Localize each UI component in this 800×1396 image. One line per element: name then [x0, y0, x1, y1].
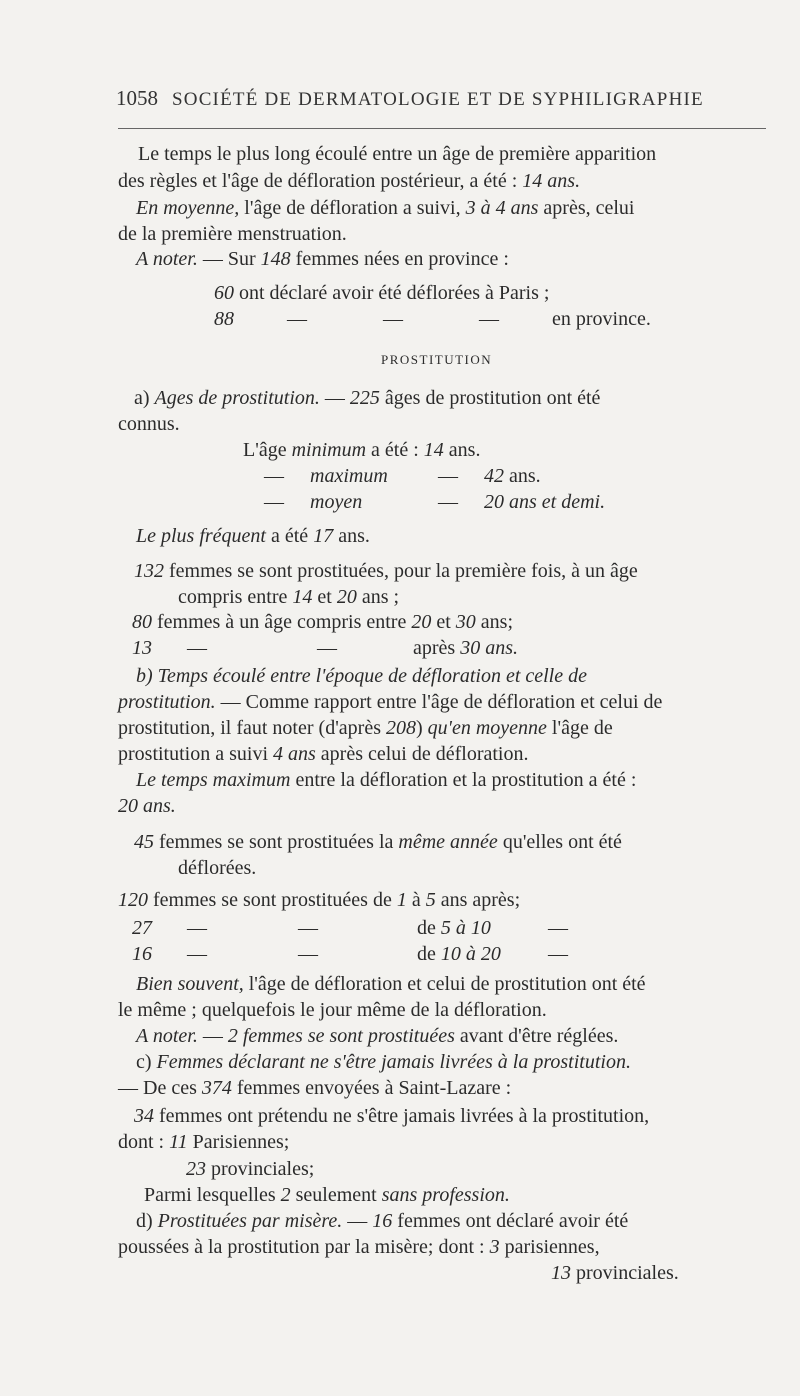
text-line: En moyenne, l'âge de défloration a suivi, 3 à 4 ans après, celui [136, 197, 635, 219]
text-line: prostitution a suivi 4 ans après celui de défloration. [118, 743, 529, 765]
text-line: — [383, 308, 403, 330]
text-line: — [548, 917, 568, 939]
text-line: b) Temps écoulé entre l'époque de défloration et celle de [136, 665, 587, 687]
text-line: Bien souvent, l'âge de défloration et celui de prostitution ont été [136, 973, 646, 995]
text-line: 60 ont déclaré avoir été déflorées à Paris ; [214, 282, 550, 304]
text-line: 23 provinciales; [186, 1158, 315, 1180]
text-line: 13 provinciales. [551, 1262, 679, 1284]
text-line: 80 femmes à un âge compris entre 20 et 30 ans; [132, 611, 514, 633]
text-line: c) Femmes déclarant ne s'être jamais livrées à la prostitution. [136, 1051, 631, 1073]
text-line: — [187, 637, 207, 659]
text-line: — [187, 943, 207, 965]
text-line: — De ces 374 femmes envoyées à Saint-Lazare : [118, 1077, 512, 1099]
text-line: 16 [132, 943, 152, 965]
header-rule [118, 128, 766, 129]
text-line: — [264, 465, 284, 487]
text-line: — [548, 943, 568, 965]
text-line: — [479, 308, 499, 330]
text-line: après 30 ans. [413, 637, 518, 659]
running-title: SOCIÉTÉ DE DERMATOLOGIE ET DE SYPHILIGRAPHIE [172, 89, 704, 110]
text-line: — [317, 637, 337, 659]
text-line: de 10 à 20 [417, 943, 501, 965]
text-line: dont : 11 Parisiennes; [118, 1131, 290, 1153]
text-line: en province. [552, 308, 651, 330]
text-line: poussées à la prostitution par la misère; dont : 3 parisiennes, [118, 1236, 600, 1258]
text-line: 45 femmes se sont prostituées la même année qu'elles ont été [134, 831, 622, 853]
text-line: Parmi lesquelles 2 seulement sans profession. [144, 1184, 510, 1206]
text-line: connus. [118, 413, 180, 435]
text-line: 13 [132, 637, 152, 659]
running-header [116, 86, 766, 111]
text-line: prostitution. — Comme rapport entre l'âge de défloration et celui de [118, 691, 663, 713]
text-line: 27 [132, 917, 152, 939]
text-line: 132 femmes se sont prostituées, pour la première fois, à un âge [134, 560, 638, 582]
text-line: moyen [310, 491, 363, 513]
text-line: — [298, 917, 318, 939]
text-line: A noter. — Sur 148 femmes nées en province : [136, 248, 509, 270]
page-number: 1058 [116, 86, 158, 110]
text-line: L'âge minimum a été : 14 ans. [243, 439, 481, 461]
text-line: 88 [214, 308, 234, 330]
text-line: — [264, 491, 284, 513]
text-line: 34 femmes ont prétendu ne s'être jamais livrées à la prostitution, [134, 1105, 650, 1127]
text-line: — [438, 465, 458, 487]
text-line: 20 ans et demi. [484, 491, 606, 513]
text-line: A noter. — 2 femmes se sont prostituées avant d'être réglées. [136, 1025, 619, 1047]
text-line: 120 femmes se sont prostituées de 1 à 5 ans après; [118, 889, 521, 911]
text-line: a) Ages de prostitution. — 225 âges de prostitution ont été [134, 387, 601, 409]
text-line: — [287, 308, 307, 330]
section-heading: PROSTITUTION [381, 352, 493, 367]
text-line: maximum [310, 465, 388, 487]
text-line: 20 ans. [118, 795, 176, 817]
text-line: le même ; quelquefois le jour même de la défloration. [118, 999, 547, 1021]
text-line: Le temps maximum entre la défloration et la prostitution a été : [136, 769, 637, 791]
text-line: 42 ans. [484, 465, 541, 487]
text-line: — [187, 917, 207, 939]
text-line: — [438, 491, 458, 513]
text-line: Le temps le plus long écoulé entre un âge de première apparition [138, 143, 657, 165]
text-line: de la première menstruation. [118, 223, 347, 245]
text-line: des règles et l'âge de défloration postérieur, a été : 14 ans. [118, 170, 581, 192]
text-line: déflorées. [178, 857, 257, 879]
text-line: prostitution, il faut noter (d'après 208) qu'en moyenne l'âge de [118, 717, 613, 739]
text-line: — [298, 943, 318, 965]
text-line: d) Prostituées par misère. — 16 femmes ont déclaré avoir été [136, 1210, 629, 1232]
text-line: Le plus fréquent a été 17 ans. [136, 525, 370, 547]
text-line: de 5 à 10 [417, 917, 491, 939]
text-line: compris entre 14 et 20 ans ; [178, 586, 400, 608]
